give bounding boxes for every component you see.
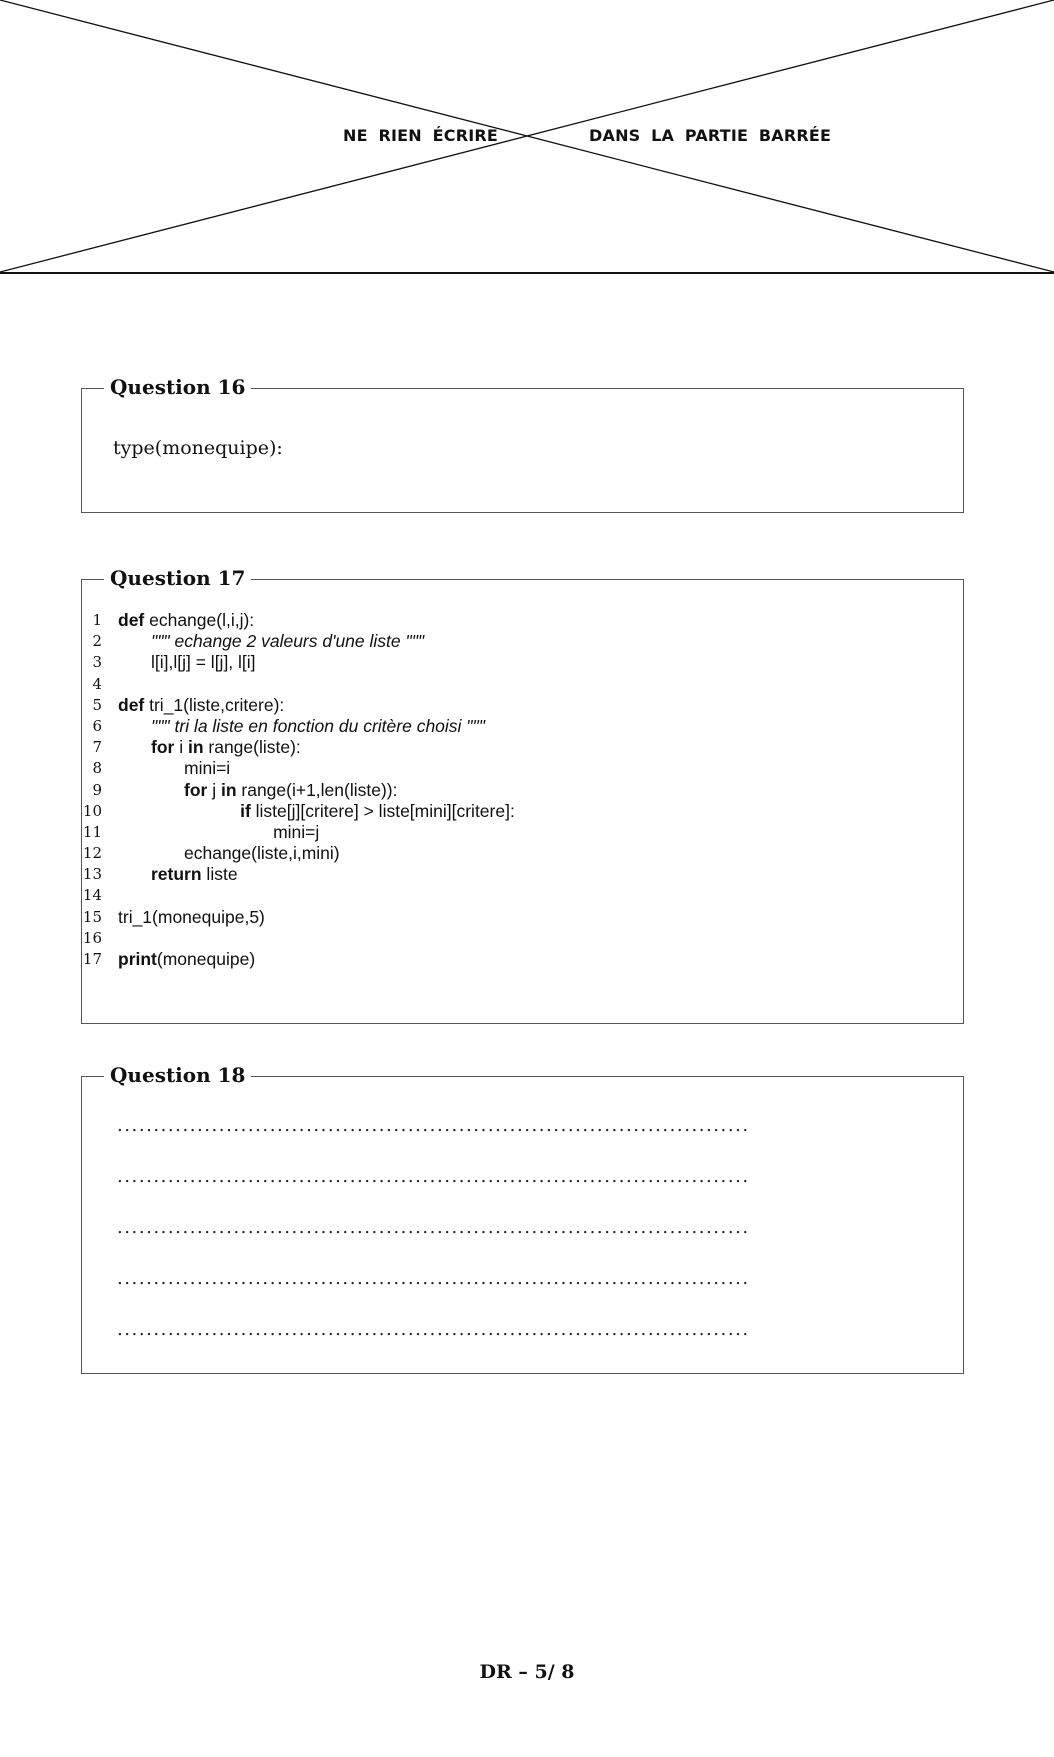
- code-line-text: [184, 843, 340, 864]
- code-keyword: if: [240, 800, 251, 821]
- code-line: [82, 758, 963, 779]
- code-line-text: [118, 907, 265, 928]
- code-line-text: [151, 652, 256, 673]
- question-16-box: [81, 375, 964, 513]
- code-line-number: 1: [92, 611, 102, 629]
- code-keyword: return: [151, 864, 202, 885]
- answer-line[interactable]: .......................................................................................: [117, 1319, 750, 1340]
- code-line-text: [273, 822, 319, 843]
- code-line-number: 7: [92, 738, 102, 757]
- code-token: (monequipe): [156, 949, 256, 969]
- code-line-number: 13: [82, 865, 102, 884]
- code-line: [82, 652, 963, 673]
- question-16-title: Question 16: [104, 374, 251, 400]
- code-line-number: 4: [92, 674, 102, 693]
- question-16-prompt: type(monequipe):: [113, 437, 283, 459]
- code-line-text: [151, 737, 301, 758]
- code-listing: [82, 610, 963, 970]
- code-line: [82, 885, 963, 906]
- code-token: l[i],l[j] = l[j], l[i]: [151, 652, 256, 673]
- page-number: DR – 5/ 8: [479, 1661, 575, 1683]
- code-line: [82, 674, 963, 695]
- code-line: [82, 949, 963, 970]
- code-line-number: 10: [82, 801, 102, 820]
- code-line: [82, 801, 963, 822]
- crossed-out-lines: [0, 0, 1054, 277]
- code-token: echange(l,i,j):: [144, 610, 255, 630]
- code-keyword: in: [187, 737, 204, 758]
- header-warning-right: DANS LA PARTIE BARRÉE: [589, 126, 832, 145]
- code-token: j: [207, 779, 221, 800]
- code-line: [82, 695, 963, 716]
- header-warning-left: NE RIEN ÉCRIRE: [343, 126, 499, 145]
- code-line-text: [151, 631, 424, 652]
- code-line-text: [240, 801, 515, 822]
- code-line-text: [118, 695, 284, 716]
- code-line: [82, 780, 963, 801]
- code-keyword: def: [118, 610, 145, 630]
- code-line: [82, 907, 963, 928]
- code-token: echange(liste,i,mini): [184, 843, 340, 864]
- code-line-text: [184, 758, 230, 779]
- code-line-text: [151, 864, 238, 885]
- code-token: tri_1(monequipe,5): [118, 906, 265, 927]
- code-keyword: def: [118, 694, 145, 715]
- code-line-number: 9: [92, 780, 102, 799]
- code-line-number: 8: [92, 759, 102, 778]
- code-line-number: 14: [82, 886, 102, 905]
- answer-line[interactable]: .......................................................................................: [117, 1268, 750, 1289]
- code-line-text: [151, 716, 485, 737]
- code-line-number: 3: [92, 653, 102, 672]
- code-line-text: [184, 780, 398, 801]
- answer-line[interactable]: .......................................................................................: [117, 1166, 750, 1187]
- code-line: [82, 928, 963, 949]
- code-line-number: 16: [82, 928, 102, 947]
- code-token: liste: [201, 864, 238, 885]
- question-18-box: [81, 1063, 964, 1374]
- code-line-number: 2: [92, 632, 102, 651]
- question-17-title: Question 17: [104, 565, 251, 591]
- code-line-number: 6: [92, 716, 102, 735]
- code-keyword: for: [151, 737, 175, 758]
- code-line-text: [118, 949, 255, 970]
- code-line: [82, 822, 963, 843]
- code-line-number: 5: [92, 695, 102, 714]
- code-line: [82, 610, 963, 631]
- code-line: [82, 737, 963, 758]
- code-keyword: in: [220, 779, 237, 800]
- code-token: i: [174, 737, 188, 758]
- answer-line[interactable]: .......................................................................................: [117, 1115, 750, 1136]
- crossed-out-header: [0, 0, 1054, 277]
- code-docstring: """ echange 2 valeurs d'une liste """: [151, 631, 425, 652]
- question-17-box: [81, 566, 964, 1024]
- code-token: tri_1(liste,critere):: [144, 694, 285, 715]
- code-token: range(i+1,len(liste)):: [236, 779, 398, 800]
- code-keyword: for: [184, 779, 208, 800]
- code-line: [82, 864, 963, 885]
- question-18-title: Question 18: [104, 1062, 251, 1088]
- code-line-number: 11: [82, 822, 102, 841]
- code-keyword: print: [118, 949, 157, 969]
- code-token: mini=i: [184, 758, 231, 779]
- code-line-number: 17: [82, 950, 102, 968]
- code-line: [82, 843, 963, 864]
- answer-line[interactable]: .......................................................................................: [117, 1217, 750, 1238]
- code-line-text: [118, 610, 254, 631]
- code-token: range(liste):: [203, 737, 301, 758]
- code-token: mini=j: [273, 821, 320, 842]
- code-line-number: 15: [82, 907, 102, 926]
- code-line: [82, 631, 963, 652]
- code-line: [82, 716, 963, 737]
- code-token: liste[j][critere] > liste[mini][critere]:: [250, 800, 515, 821]
- code-line-number: 12: [82, 844, 102, 863]
- code-docstring: """ tri la liste en fonction du critère choisi """: [151, 715, 485, 736]
